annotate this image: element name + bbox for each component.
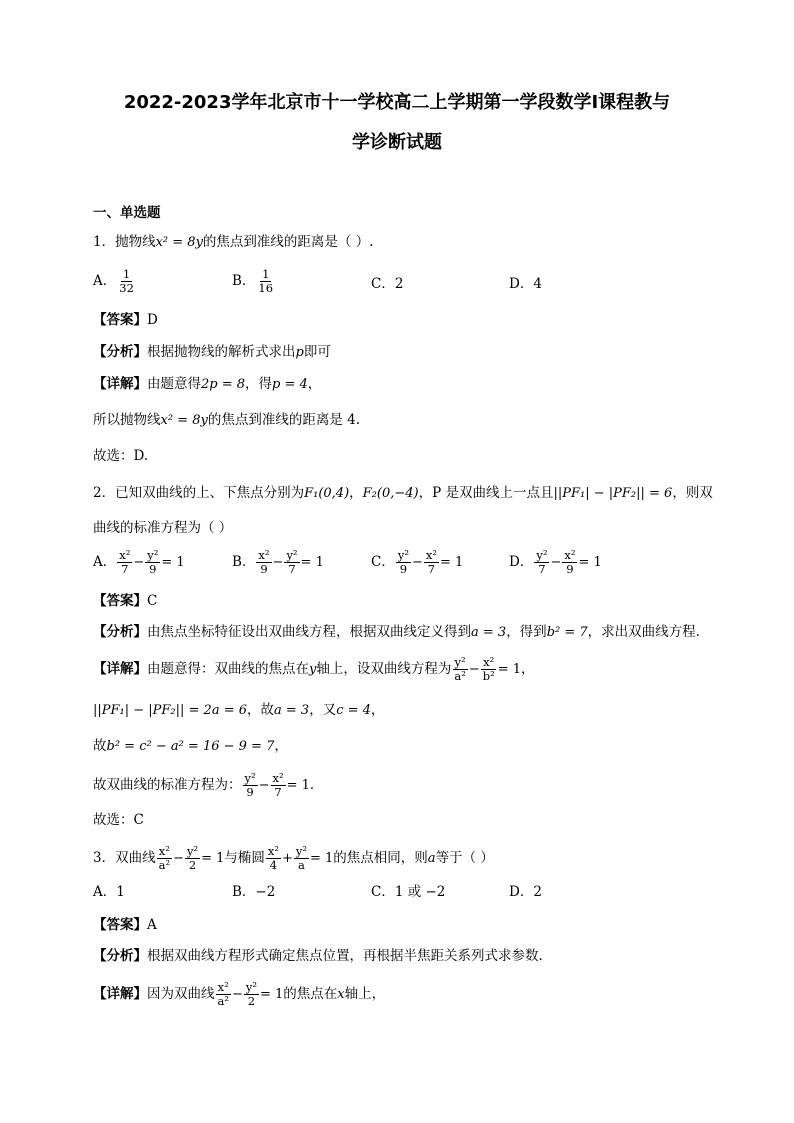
- detail-text: ，: [307, 376, 322, 392]
- q2-answer: [93, 591, 157, 611]
- analysis-text: 由焦点坐标特征设出双曲线方程，根据双曲线定义得到: [147, 624, 471, 640]
- denominator: 9: [399, 562, 408, 576]
- detail-text: 故双曲线的标准方程为：: [93, 777, 242, 793]
- detail-text: 的焦点在: [283, 986, 338, 1002]
- rhs: = 1: [161, 555, 185, 570]
- minus-sign: −: [173, 851, 184, 866]
- answer-value: D: [147, 312, 158, 328]
- q2-option-a: [93, 549, 185, 576]
- q3-option-b: B．−2: [232, 884, 276, 900]
- q2-stem-text: 2．已知双曲线的上、下焦点分别为: [93, 485, 305, 501]
- math-var: p: [295, 345, 304, 360]
- numerator: x²: [217, 980, 229, 994]
- option-label: A．: [93, 273, 117, 289]
- denominator: 9: [149, 562, 157, 576]
- denominator: 9: [246, 785, 254, 799]
- q1-option-b: [232, 268, 276, 295]
- numerator: x²: [267, 844, 279, 858]
- rhs: = 1: [259, 987, 284, 1002]
- answer-tag: 【答案】: [93, 312, 147, 328]
- denominator: b²: [482, 669, 495, 683]
- numerator: y²: [147, 548, 159, 562]
- minus-sign: −: [272, 555, 284, 570]
- math-expression: c = 4: [336, 703, 371, 718]
- conclusion-text: 的焦点到准线的距离是 4.: [207, 412, 360, 428]
- q1-option-d: D．4: [509, 276, 542, 292]
- minus-sign: −: [258, 778, 270, 793]
- fraction: [185, 845, 200, 872]
- q1-stem-text-end: 的焦点到准线的距离是（ ）.: [202, 234, 374, 250]
- option-label: B．: [232, 273, 256, 289]
- math-expression: x² = 8y: [160, 413, 208, 428]
- math-var: x: [337, 987, 345, 1002]
- numerator: y²: [454, 655, 466, 669]
- q3-stem-text: 与椭圆: [224, 850, 265, 866]
- option-label: B．: [232, 554, 256, 570]
- option-label: D．: [509, 554, 534, 570]
- q2-stem-text: ，则双: [672, 485, 713, 501]
- math-expression: a = 3: [471, 625, 507, 640]
- q1-analysis: [93, 342, 331, 363]
- analysis-text: ，得到: [506, 624, 547, 640]
- fraction: [157, 845, 172, 872]
- detail-text: 轴上，: [344, 986, 386, 1002]
- math-var: y: [309, 662, 317, 677]
- fraction: [216, 981, 231, 1008]
- minus-sign: −: [231, 987, 243, 1002]
- fraction: [562, 549, 577, 576]
- rhs: = 1: [439, 555, 464, 570]
- rhs: = 1: [578, 555, 602, 570]
- denominator: 2: [188, 858, 197, 872]
- numerator: x²: [564, 548, 576, 562]
- focus-1: F₁(0,4): [304, 486, 350, 501]
- fraction: [266, 845, 281, 872]
- detail-text: ，: [521, 661, 535, 677]
- fraction: [244, 981, 259, 1008]
- denominator: 7: [121, 562, 129, 576]
- denominator: 32: [119, 281, 134, 295]
- fraction: [256, 268, 275, 295]
- fraction: [256, 549, 271, 576]
- separator: ，: [349, 485, 363, 501]
- analysis-text: 根据抛物线的解析式求出: [147, 344, 296, 360]
- analysis-tag: 【分析】: [93, 948, 147, 964]
- rhs: = 1: [310, 851, 334, 866]
- q2-choose: 故选：C: [93, 812, 144, 828]
- minus-sign: −: [411, 555, 423, 570]
- fraction: [424, 549, 439, 576]
- detail-text: 故: [93, 738, 107, 754]
- fraction: [284, 549, 299, 576]
- q1-conclusion: [93, 410, 360, 431]
- q1-option-c: C．2: [371, 276, 404, 292]
- denominator: 2: [247, 994, 256, 1008]
- analysis-tag: 【分析】: [93, 624, 147, 640]
- q3-answer: [93, 915, 157, 935]
- denominator: 7: [288, 562, 296, 576]
- rhs: = 1: [300, 555, 324, 570]
- numerator: x²: [425, 548, 437, 562]
- minus-sign: −: [133, 555, 145, 570]
- section-heading: 一、单选题: [93, 205, 161, 221]
- numerator: y²: [295, 844, 307, 858]
- q2-option-d: [509, 549, 602, 576]
- detail-text: ，: [274, 738, 288, 754]
- numerator: 1: [122, 267, 131, 281]
- analysis-text: 根据双曲线方程形式确定焦点位置，再根据半焦距关系列式求参数.: [147, 948, 543, 964]
- rhs: = 1: [201, 851, 225, 866]
- fraction: [271, 772, 286, 799]
- detail-text: ，故: [247, 702, 275, 718]
- q3-option-a: A．1: [93, 884, 125, 900]
- q2-detail-line2: [93, 700, 384, 721]
- math-expression: 2p = 8: [201, 377, 246, 392]
- answer-tag: 【答案】: [93, 917, 147, 933]
- answer-value: A: [147, 917, 157, 933]
- condition: ||PF₁| − |PF₂|| = 6: [553, 486, 673, 501]
- fraction: [452, 656, 467, 683]
- denominator: a: [298, 858, 305, 872]
- document-title-line1: 2022-2023学年北京市十一学校高二上学期第一学段数学Ⅰ课程教与: [123, 92, 671, 113]
- denominator: 7: [538, 562, 546, 576]
- q3-detail: [93, 981, 385, 1008]
- denominator: 9: [260, 562, 268, 576]
- document-title-line2: 学诊断试题: [352, 132, 442, 153]
- q3-stem-text: 的焦点相同，则: [333, 850, 428, 866]
- numerator: y²: [286, 548, 298, 562]
- numerator: x²: [272, 771, 284, 785]
- numerator: y²: [536, 548, 548, 562]
- detail-text: ，得: [245, 376, 273, 392]
- q2-stem-line2: 曲线的标准方程为（ ）: [93, 520, 233, 536]
- numerator: y²: [397, 548, 409, 562]
- option-label: C．: [371, 554, 395, 570]
- q2-option-b: [232, 549, 324, 576]
- q3-stem-text: 3．双曲线: [93, 850, 156, 866]
- q3-option-c: C．1 或 −2: [371, 884, 446, 900]
- fraction: [117, 549, 132, 576]
- fraction: [294, 845, 309, 872]
- fraction: [243, 772, 258, 799]
- minus-sign: −: [468, 662, 480, 677]
- detail-text: 由题意得：双曲线的焦点在: [147, 661, 309, 677]
- q1-stem-text: 1．抛物线: [93, 234, 156, 250]
- numerator: 1: [262, 267, 270, 281]
- rhs: = 1.: [286, 778, 315, 793]
- denominator: a²: [158, 858, 171, 872]
- q3-option-d: D．2: [509, 884, 542, 900]
- rhs: = 1: [497, 662, 522, 677]
- q1-choose: 故选：D.: [93, 448, 149, 464]
- q1-equation: x² = 8y: [155, 235, 203, 250]
- denominator: 7: [427, 562, 436, 576]
- focus-2: F₂(0,−4): [362, 486, 419, 501]
- answer-tag: 【答案】: [93, 593, 147, 609]
- detail-text: 因为双曲线: [147, 986, 215, 1002]
- detail-tag: 【详解】: [93, 986, 147, 1002]
- minus-sign: −: [550, 555, 562, 570]
- numerator: y²: [245, 980, 257, 994]
- q3-stem-text: 等于（ ）: [435, 850, 494, 866]
- q2-stem: [93, 483, 713, 504]
- q1-detail: [93, 374, 321, 395]
- q2-detail-line4: [93, 772, 314, 799]
- numerator: x²: [258, 548, 270, 562]
- detail-text: 轴上，设双曲线方程为: [316, 661, 452, 677]
- detail-text: ，又: [309, 702, 337, 718]
- denominator: 4: [269, 858, 278, 872]
- q2-detail-line3: [93, 736, 288, 757]
- fraction: [145, 549, 160, 576]
- math-expression: b² = 7: [546, 625, 588, 640]
- option-label: A．: [93, 554, 117, 570]
- denominator: 7: [274, 785, 282, 799]
- detail-tag: 【详解】: [93, 376, 147, 392]
- denominator: a²: [454, 669, 466, 683]
- q2-option-c: [371, 549, 463, 576]
- numerator: x²: [158, 844, 170, 858]
- denominator: a²: [217, 994, 229, 1008]
- math-expression: a = 3: [274, 703, 310, 718]
- fraction: [481, 656, 497, 683]
- analysis-tag: 【分析】: [93, 344, 147, 360]
- numerator: x²: [483, 655, 495, 669]
- plus-sign: +: [281, 851, 293, 866]
- numerator: y²: [186, 844, 199, 858]
- math-expression: ||PF₁| − |PF₂|| = 2a = 6: [93, 703, 248, 718]
- fraction: [534, 549, 549, 576]
- math-expression: p = 4: [272, 377, 308, 392]
- detail-text: 由题意得: [147, 376, 201, 392]
- denominator: 16: [258, 281, 274, 295]
- fraction: [117, 268, 136, 295]
- q1-answer: [93, 310, 158, 330]
- q2-stem-text: ，P 是双曲线上一点且: [418, 485, 554, 501]
- denominator: 9: [566, 562, 574, 576]
- detail-tag: 【详解】: [93, 661, 147, 677]
- math-expression: b² = c² − a² = 16 − 9 = 7: [106, 739, 275, 754]
- detail-text: ，: [370, 702, 385, 718]
- q1-option-a: [93, 268, 137, 295]
- math-var: a: [427, 851, 436, 866]
- q2-detail: [93, 656, 535, 683]
- q1-stem: [93, 232, 374, 253]
- numerator: x²: [119, 548, 131, 562]
- q3-analysis: [93, 946, 543, 966]
- analysis-text-end: 即可: [303, 344, 331, 360]
- q3-stem: [93, 845, 494, 872]
- answer-value: C: [147, 593, 158, 609]
- conclusion-text: 所以抛物线: [93, 412, 161, 428]
- analysis-text: ，求出双曲线方程.: [587, 624, 700, 640]
- q2-analysis: [93, 622, 700, 643]
- numerator: y²: [244, 771, 256, 785]
- fraction: [396, 549, 411, 576]
